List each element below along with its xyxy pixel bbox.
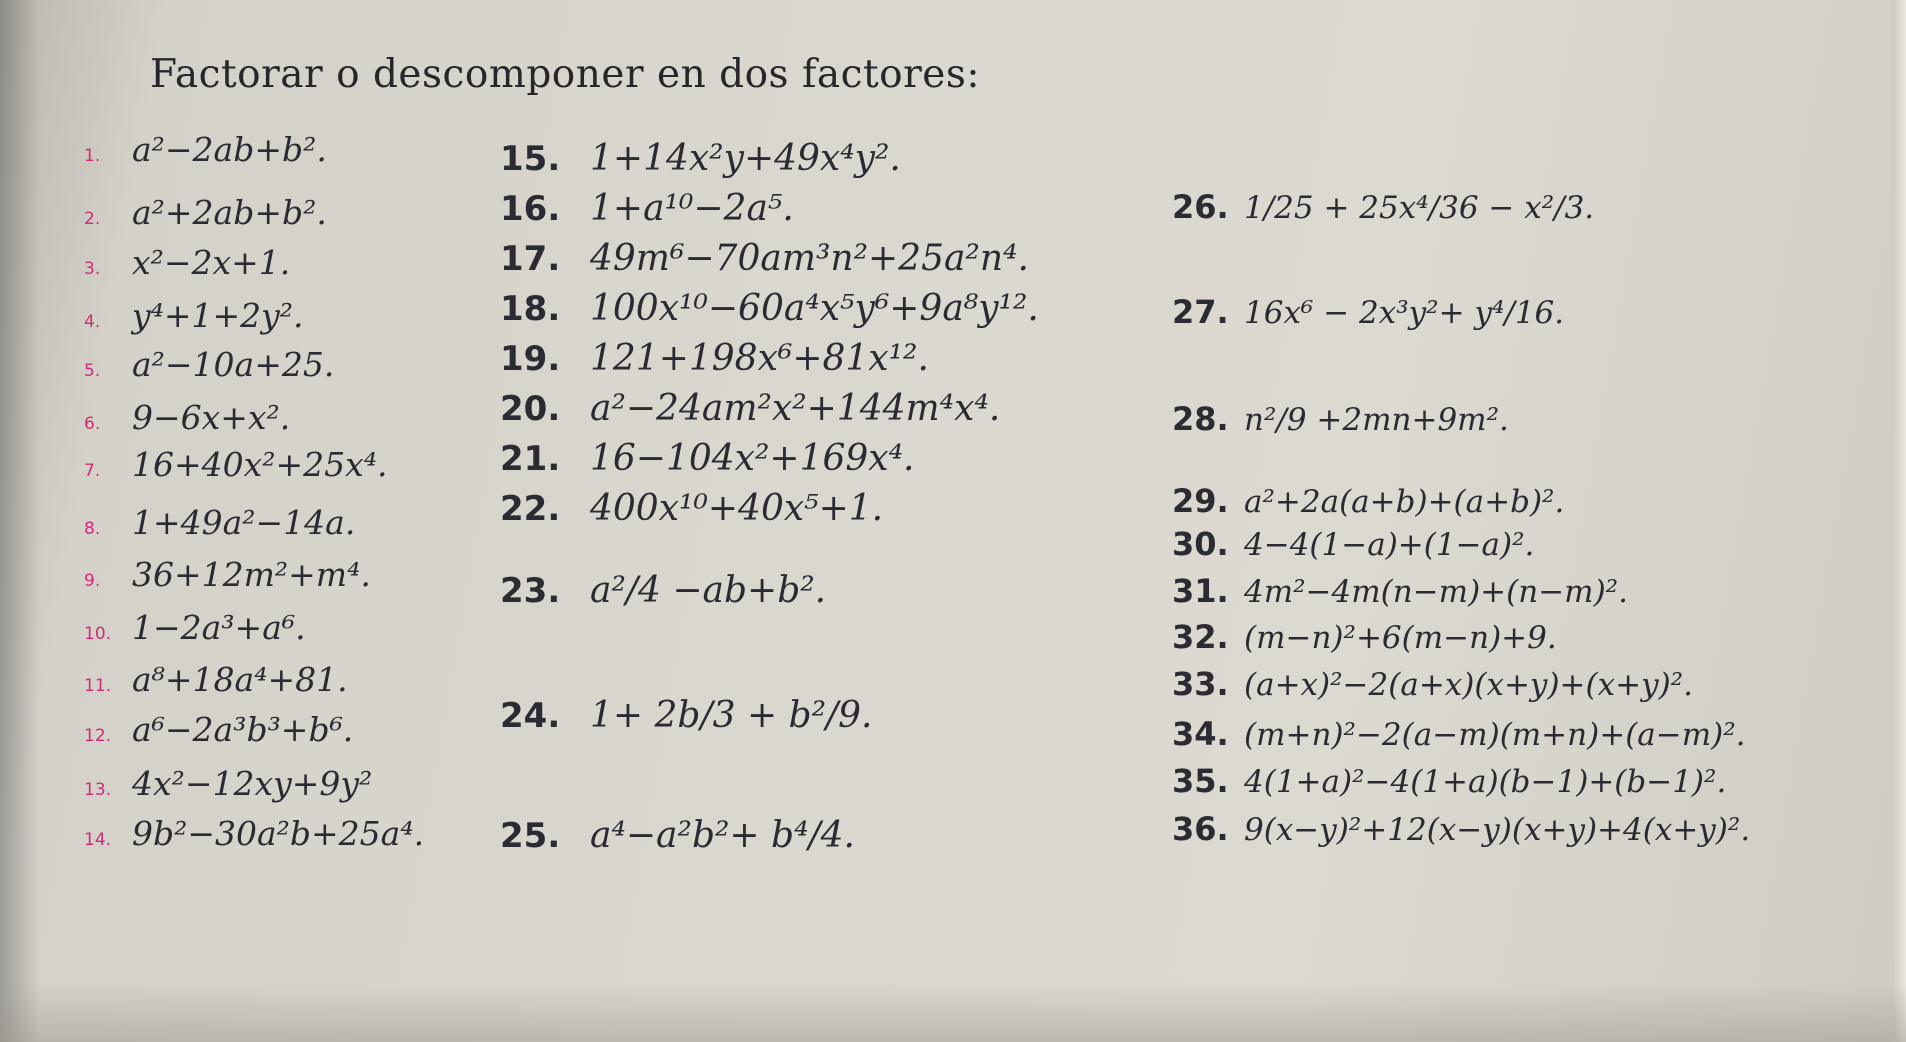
exercise-item: 15. 1+14x²y+49x⁴y².: [500, 138, 901, 179]
exercise-item: 10. 1−2a³+a⁶.: [84, 608, 306, 647]
exercise-item: 27. 16x⁶ − 2x³y²+ y⁴/16.: [1172, 293, 1565, 331]
exercise-item: 11. a⁸+18a⁴+81.: [84, 660, 348, 699]
exercise-item: 6. 9−6x+x².: [84, 398, 291, 437]
exercise-item: 21. 16−104x²+169x⁴.: [500, 438, 915, 479]
exercise-item: 7. 16+40x²+25x⁴.: [84, 445, 388, 484]
exercise-item: 16. 1+a¹⁰−2a⁵.: [500, 188, 794, 229]
exercise-item: 17. 49m⁶−70am³n²+25a²n⁴.: [500, 238, 1029, 279]
exercise-item: 35. 4(1+a)²−4(1+a)(b−1)+(b−1)².: [1172, 762, 1727, 800]
exercise-item: 33. (a+x)²−2(a+x)(x+y)+(x+y)².: [1172, 665, 1693, 703]
exercise-item: 28. n²/9 +2mn+9m².: [1172, 400, 1509, 438]
exercise-item: 4. y⁴+1+2y².: [84, 296, 304, 335]
exercise-item: 5. a²−10a+25.: [84, 345, 335, 384]
exercise-item: 3. x²−2x+1.: [84, 243, 291, 282]
exercise-item: 36. 9(x−y)²+12(x−y)(x+y)+4(x+y)².: [1172, 810, 1751, 848]
exercise-item: 34. (m+n)²−2(a−m)(m+n)+(a−m)².: [1172, 715, 1746, 753]
exercise-item: 25. a⁴−a²b²+ b⁴/4.: [500, 815, 855, 856]
page-shadow: [0, 0, 40, 1042]
exercise-title: Factorar o descomponer en dos factores:: [150, 52, 981, 97]
bottom-shadow: [0, 982, 1906, 1042]
exercise-item: 29. a²+2a(a+b)+(a+b)².: [1172, 482, 1565, 520]
exercise-item: 8. 1+49a²−14a.: [84, 503, 356, 542]
exercise-item: 26. 1/25 + 25x⁴/36 − x²/3.: [1172, 188, 1595, 226]
exercise-item: 31. 4m²−4m(n−m)+(n−m)².: [1172, 572, 1628, 610]
exercise-item: 9. 36+12m²+m⁴.: [84, 555, 371, 594]
exercise-item: 2. a²+2ab+b².: [84, 193, 327, 232]
page-edge: [1892, 0, 1906, 1042]
exercise-item: 1. a²−2ab+b².: [84, 130, 327, 169]
exercise-item: 14. 9b²−30a²b+25a⁴.: [84, 814, 425, 853]
exercise-item: 20. a²−24am²x²+144m⁴x⁴.: [500, 388, 1001, 429]
exercise-item: 32. (m−n)²+6(m−n)+9.: [1172, 618, 1557, 656]
exercise-item: 19. 121+198x⁶+81x¹².: [500, 338, 929, 379]
exercise-item: 30. 4−4(1−a)+(1−a)².: [1172, 525, 1535, 563]
exercise-item: 24. 1+ 2b/3 + b²/9.: [500, 695, 873, 736]
exercise-item: 22. 400x¹⁰+40x⁵+1.: [500, 488, 884, 529]
exercise-item: 18. 100x¹⁰−60a⁴x⁵y⁶+9a⁸y¹².: [500, 288, 1039, 329]
exercise-item: 12. a⁶−2a³b³+b⁶.: [84, 710, 354, 749]
exercise-item: 23. a²/4 −ab+b².: [500, 570, 827, 611]
exercise-item: 13. 4x²−12xy+9y²: [84, 764, 373, 803]
